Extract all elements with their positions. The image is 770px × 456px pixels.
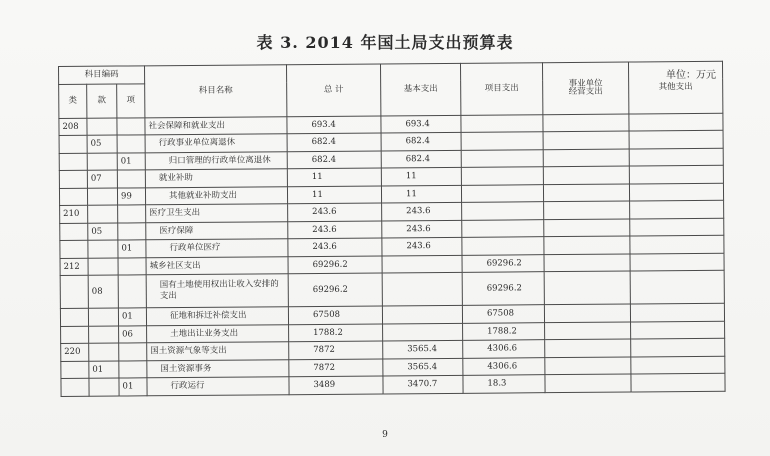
cell-project: 69296.2 — [462, 254, 544, 272]
cell-lei: 210 — [60, 205, 88, 223]
cell-enterprise — [545, 357, 631, 375]
cell-basic: 3565.4 — [383, 358, 463, 376]
cell-enterprise — [543, 114, 629, 132]
cell-basic — [383, 323, 463, 341]
cell-name: 土地出让业务支出 — [147, 324, 289, 343]
cell-basic: 243.6 — [382, 237, 462, 255]
cell-project — [461, 132, 543, 150]
cell-total: 7872 — [289, 358, 383, 376]
header-enterprise-line2: 经营支出 — [568, 86, 603, 98]
cell-project — [461, 167, 543, 185]
cell-xiang — [118, 257, 146, 275]
cell-lei: 212 — [60, 258, 88, 276]
cell-other — [631, 373, 725, 391]
budget-table — [58, 61, 726, 397]
cell-project — [462, 237, 544, 255]
cell-project: 18.3 — [463, 375, 545, 393]
cell-basic: 243.6 — [382, 202, 462, 220]
cell-total: 243.6 — [288, 238, 382, 256]
cell-kuan — [89, 343, 119, 361]
cell-name: 行政运行 — [147, 377, 289, 396]
cell-other — [630, 200, 724, 218]
cell-kuan — [88, 205, 118, 223]
cell-kuan — [88, 258, 118, 276]
cell-lei: 220 — [61, 343, 89, 361]
cell-lei — [61, 361, 89, 379]
cell-lei — [60, 275, 88, 308]
cell-name: 其他就业补助支出 — [145, 186, 287, 205]
cell-enterprise — [545, 322, 631, 340]
cell-kuan — [88, 308, 118, 326]
cell-basic: 11 — [381, 167, 461, 185]
cell-other — [630, 303, 724, 321]
cell-basic: 11 — [381, 185, 461, 203]
cell-name: 医疗保障 — [146, 221, 288, 240]
header-total: 总 计 — [286, 64, 380, 116]
cell-enterprise — [544, 304, 630, 322]
cell-xiang: 01 — [117, 152, 145, 170]
cell-name: 社会保障和就业支出 — [145, 116, 287, 135]
cell-project: 69296.2 — [462, 272, 544, 306]
cell-name: 国土资源事务 — [147, 359, 289, 378]
cell-lei — [59, 188, 87, 206]
header-code-group: 科目编码 — [59, 66, 145, 84]
header-xiang: 项 — [117, 83, 145, 117]
cell-enterprise — [544, 271, 630, 305]
cell-enterprise — [545, 374, 631, 392]
cell-xiang — [119, 360, 147, 378]
cell-basic — [382, 255, 462, 273]
header-enterprise-line1: 事业单位 — [568, 78, 603, 89]
cell-other — [629, 113, 723, 131]
cell-name: 行政事业单位离退休 — [145, 134, 287, 153]
cell-lei — [59, 170, 87, 188]
cell-kuan — [87, 153, 117, 171]
cell-xiang — [118, 222, 146, 240]
table-body — [59, 113, 725, 396]
cell-lei — [61, 326, 89, 344]
header-enterprise — [542, 62, 628, 114]
cell-total: 3489 — [289, 376, 383, 394]
cell-project — [461, 149, 543, 167]
cell-xiang: 01 — [119, 378, 147, 396]
cell-name: 国有土地使用权出让收入安排的支出 — [146, 274, 288, 308]
cell-name: 归口管理的行政单位离退休 — [145, 151, 287, 170]
cell-enterprise — [544, 254, 630, 272]
cell-enterprise — [543, 166, 629, 184]
cell-xiang: 99 — [117, 187, 145, 205]
cell-name: 就业补助 — [145, 169, 287, 188]
cell-total: 243.6 — [288, 203, 382, 221]
cell-basic: 693.4 — [381, 115, 461, 133]
unit-label: 单位：万元 — [666, 70, 716, 81]
header-name: 科目名称 — [145, 65, 287, 118]
cell-other — [631, 356, 725, 374]
cell-total: 11 — [287, 185, 381, 203]
cell-other — [629, 183, 723, 201]
cell-project: 1788.2 — [463, 322, 545, 340]
cell-total: 7872 — [289, 341, 383, 359]
cell-project: 67508 — [462, 305, 544, 323]
cell-basic: 682.4 — [381, 150, 461, 168]
cell-other — [630, 218, 724, 236]
cell-other — [629, 165, 723, 183]
cell-xiang — [117, 170, 145, 188]
budget-table-container — [58, 66, 722, 397]
cell-xiang — [117, 117, 145, 135]
cell-xiang — [119, 343, 147, 361]
cell-basic: 682.4 — [381, 132, 461, 150]
cell-total: 67508 — [288, 306, 382, 324]
cell-total: 69296.2 — [288, 273, 382, 307]
cell-basic — [382, 272, 462, 306]
cell-name: 医疗卫生支出 — [146, 204, 288, 223]
cell-kuan: 07 — [87, 170, 117, 188]
cell-total: 682.4 — [287, 150, 381, 168]
cell-enterprise — [544, 201, 630, 219]
cell-lei: 208 — [59, 118, 87, 136]
page-title: 表 3. 2014 年国土局支出预算表 — [256, 33, 514, 52]
cell-total: 1788.2 — [289, 323, 383, 341]
cell-basic: 3470.7 — [383, 375, 463, 393]
cell-lei — [61, 378, 89, 396]
cell-xiang: 06 — [119, 325, 147, 343]
cell-total: 243.6 — [288, 220, 382, 238]
cell-other — [629, 130, 723, 148]
cell-lei — [60, 308, 88, 326]
cell-project — [461, 114, 543, 132]
header-lei: 类 — [59, 84, 87, 118]
cell-kuan — [87, 118, 117, 136]
header-other: 其他支出 — [628, 61, 722, 113]
cell-basic: 3565.4 — [383, 340, 463, 358]
cell-name: 城乡社区支出 — [146, 256, 288, 275]
cell-kuan: 01 — [89, 361, 119, 379]
cell-lei — [60, 240, 88, 258]
page-number: 9 — [382, 430, 388, 440]
cell-xiang: 01 — [118, 308, 146, 326]
cell-other — [630, 235, 724, 253]
cell-kuan — [89, 326, 119, 344]
cell-basic: 243.6 — [382, 220, 462, 238]
cell-xiang — [118, 275, 146, 308]
cell-other — [630, 270, 724, 304]
cell-xiang — [117, 135, 145, 153]
cell-project: 4306.6 — [463, 340, 545, 358]
cell-other — [631, 321, 725, 339]
cell-project: 4306.6 — [463, 357, 545, 375]
cell-enterprise — [543, 184, 629, 202]
cell-project — [461, 184, 543, 202]
header-basic: 基本支出 — [380, 63, 460, 115]
cell-name: 征地和拆迁补偿支出 — [146, 307, 288, 326]
cell-project — [462, 219, 544, 237]
cell-total: 69296.2 — [288, 255, 382, 273]
cell-kuan: 08 — [88, 275, 118, 308]
cell-name: 行政单位医疗 — [146, 239, 288, 258]
cell-project — [462, 202, 544, 220]
cell-other — [629, 148, 723, 166]
cell-other — [631, 338, 725, 356]
cell-total: 682.4 — [287, 133, 381, 151]
cell-kuan — [87, 188, 117, 206]
cell-xiang — [118, 205, 146, 223]
cell-total: 693.4 — [287, 115, 381, 133]
cell-lei — [59, 135, 87, 153]
cell-kuan — [88, 240, 118, 258]
header-kuan: 款 — [87, 84, 117, 118]
cell-enterprise — [544, 219, 630, 237]
cell-enterprise — [544, 236, 630, 254]
cell-total: 11 — [287, 168, 381, 186]
cell-lei — [59, 153, 87, 171]
cell-enterprise — [543, 131, 629, 149]
cell-enterprise — [543, 149, 629, 167]
cell-kuan: 05 — [88, 223, 118, 241]
cell-lei — [60, 223, 88, 241]
cell-kuan: 05 — [87, 135, 117, 153]
header-project: 项目支出 — [460, 63, 542, 115]
cell-basic — [382, 305, 462, 323]
cell-other — [630, 253, 724, 271]
cell-xiang: 01 — [118, 240, 146, 258]
cell-kuan — [89, 378, 119, 396]
cell-name: 国土资源气象等支出 — [147, 342, 289, 361]
table-row — [60, 270, 724, 308]
cell-enterprise — [545, 339, 631, 357]
